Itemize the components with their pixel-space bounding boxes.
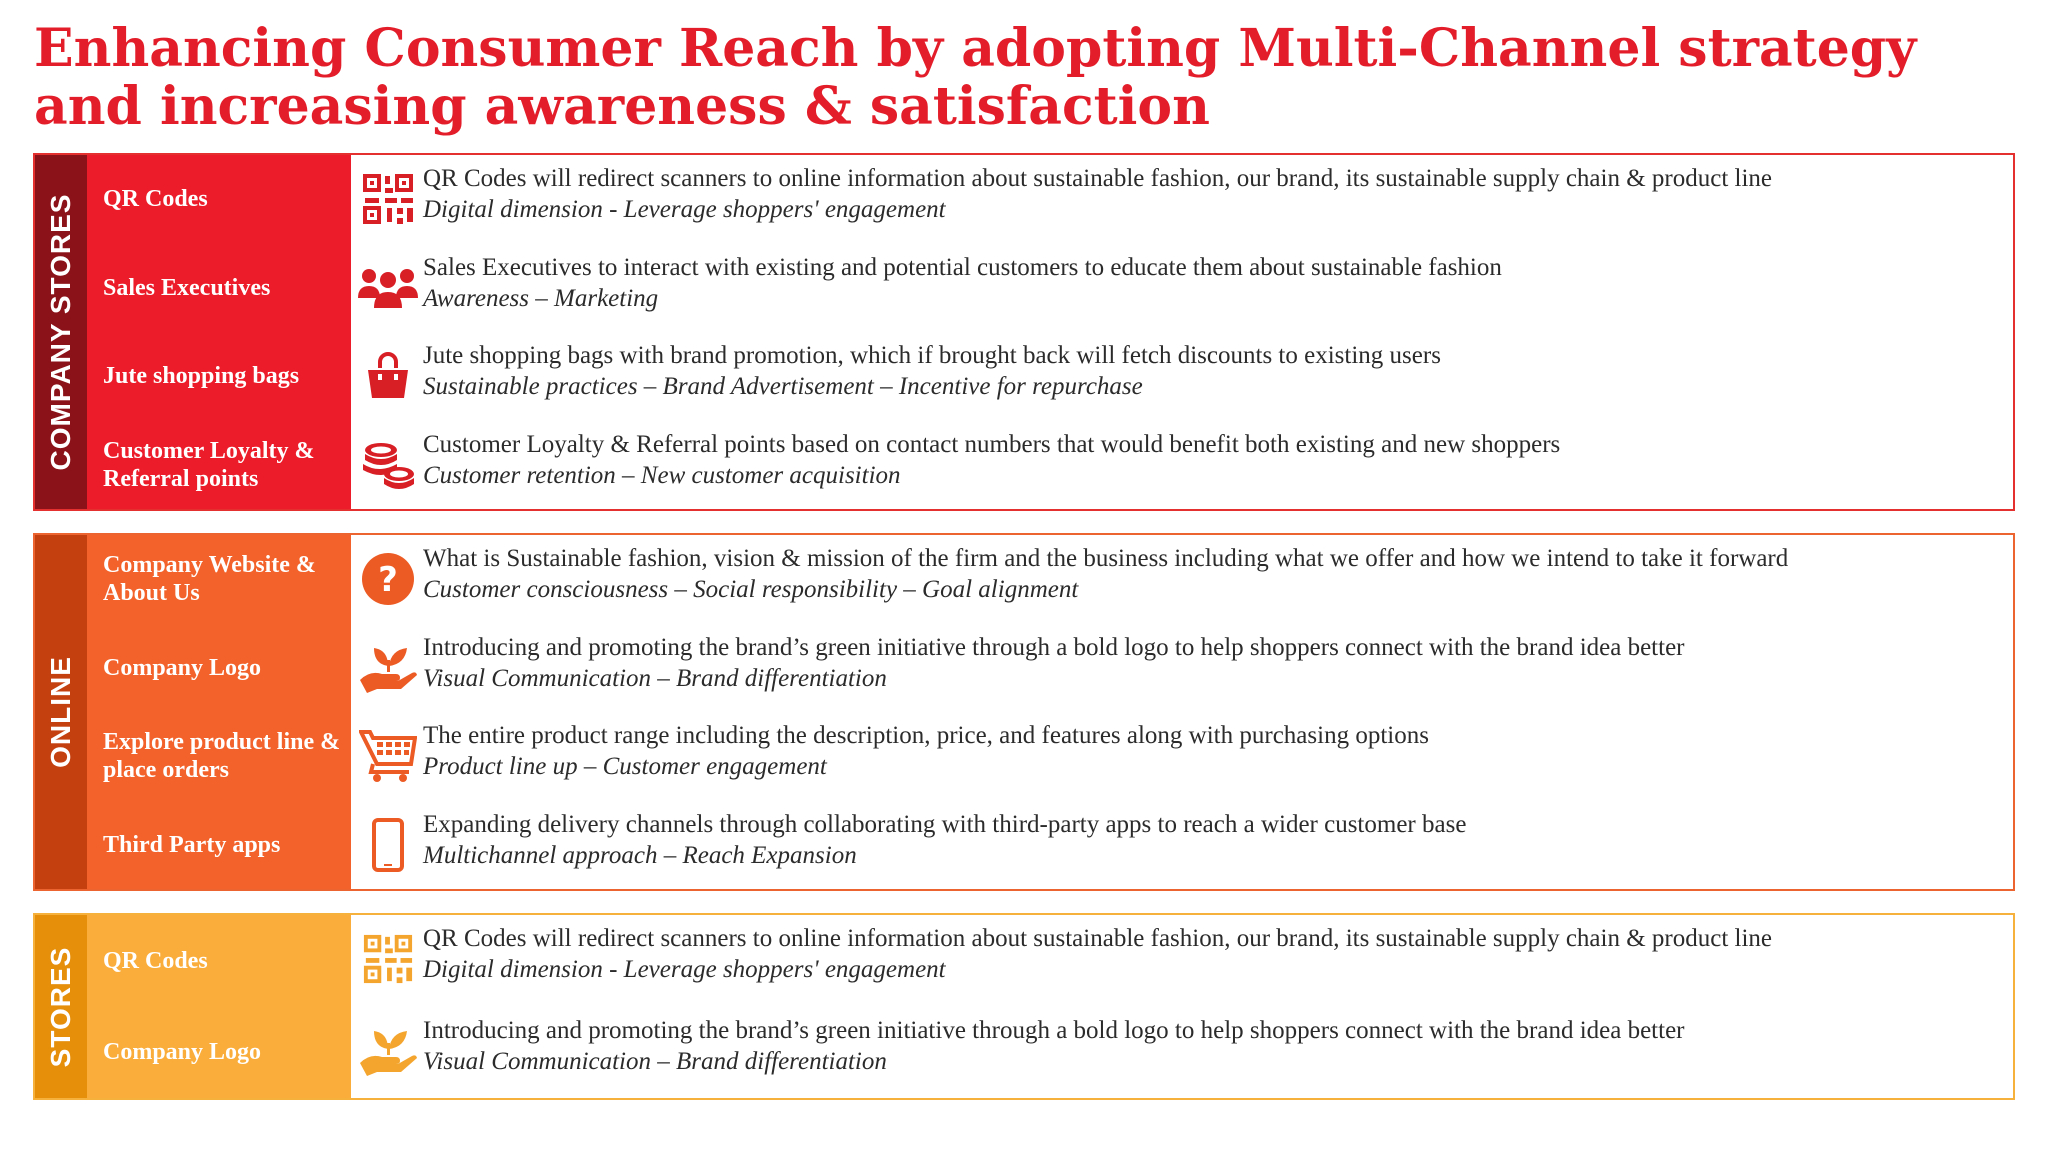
- row-label: Company Website & About Us: [103, 552, 316, 607]
- row-tags: Digital dimension - Leverage shoppers' engagement: [423, 956, 946, 983]
- row-tags: Customer retention – New customer acquisition: [423, 461, 901, 489]
- row-description: Customer Loyalty & Referral points based on contact numbers that would benefit both existing and new shoppers: [423, 430, 1561, 458]
- list-item: [351, 801, 2013, 890]
- section-side-band: [35, 535, 87, 889]
- row-description: Jute shopping bags with brand promotion, which if brought back will fetch discounts to existing users: [423, 342, 1441, 369]
- section-labels: [87, 535, 351, 889]
- qr-code-icon: [357, 927, 419, 991]
- list-item: [351, 535, 2013, 624]
- shopping-bag-icon: [357, 344, 419, 408]
- list-item: [351, 421, 2013, 510]
- row-description: QR Codes will redirect scanners to online information about sustainable fashion, our brand, its sustainable supply chain & product line: [423, 165, 1773, 192]
- section-title: STORES: [45, 946, 76, 1067]
- section-side-band: [35, 155, 87, 509]
- section-stores: [33, 913, 2015, 1100]
- svg-text:?: ?: [378, 560, 398, 600]
- section-online: [33, 533, 2015, 891]
- list-item: [351, 624, 2013, 713]
- section-rows: [351, 915, 2013, 1098]
- people-group-icon: [357, 256, 419, 320]
- row-tags: Customer consciousness – Social responsibility – Goal alignment: [423, 576, 1079, 603]
- question-icon: [357, 547, 419, 611]
- row-label: Third Party apps: [103, 831, 281, 858]
- row-label: QR Codes: [103, 186, 208, 213]
- shopping-cart-icon: [357, 724, 419, 788]
- row-tags: Sustainable practices – Brand Advertisement – Incentive for repurchase: [423, 373, 1143, 400]
- page-title: Enhancing Consumer Reach by adopting Multi-Channel strategy and increasing awareness & satisfaction: [34, 18, 1917, 137]
- row-tags: Multichannel approach – Reach Expansion: [423, 841, 857, 869]
- row-description: What is Sustainable fashion, vision & mission of the firm and the business including what we offer and how we intend to take it forward: [423, 545, 1789, 572]
- row-description: Sales Executives to interact with existing and potential customers to educate them about sustainable fashion: [423, 253, 1502, 281]
- row-description: Introducing and promoting the brand’s green initiative through a bold logo to help shoppers connect with the brand idea better: [423, 633, 1685, 661]
- row-tags: Awareness – Marketing: [423, 284, 659, 312]
- list-item: [351, 712, 2013, 801]
- section-title: ONLINE: [45, 656, 76, 768]
- row-label: Customer Loyalty & Referral points: [103, 437, 315, 492]
- row-label: Jute shopping bags: [103, 363, 300, 390]
- hand-plant-icon: [357, 636, 419, 700]
- section-side-band: [35, 915, 87, 1098]
- row-label: Explore product line & place orders: [103, 729, 341, 784]
- row-tags: Visual Communication – Brand differentiation: [423, 664, 887, 692]
- row-tags: Digital dimension - Leverage shoppers' engagement: [423, 196, 946, 223]
- row-tags: Visual Communication – Brand differentiation: [423, 1047, 887, 1075]
- section-rows: [351, 535, 2013, 889]
- row-label: Company Logo: [103, 654, 262, 681]
- coins-icon: [357, 433, 419, 497]
- hand-plant-icon: [357, 1019, 419, 1083]
- list-item: [351, 915, 2013, 1007]
- row-description: Expanding delivery channels through collaborating with third-party apps to reach a wider customer base: [423, 810, 1467, 838]
- list-item: [351, 332, 2013, 421]
- list-item: [351, 1007, 2013, 1099]
- row-label: Company Logo: [103, 1039, 262, 1066]
- list-item: [351, 155, 2013, 244]
- section-rows: [351, 155, 2013, 509]
- section-labels: [87, 915, 351, 1098]
- qr-code-icon: [357, 167, 419, 231]
- row-description: The entire product range including the description, price, and features along with purchasing options: [423, 722, 1429, 749]
- section-labels: [87, 155, 351, 509]
- row-tags: Product line up – Customer engagement: [423, 753, 827, 780]
- row-description: Introducing and promoting the brand’s green initiative through a bold logo to help shoppers connect with the brand idea better: [423, 1016, 1685, 1044]
- section-title: COMPANY STORES: [45, 193, 76, 471]
- row-label: Sales Executives: [103, 274, 271, 301]
- row-label: QR Codes: [103, 947, 208, 974]
- row-description: QR Codes will redirect scanners to online information about sustainable fashion, our brand, its sustainable supply chain & product line: [423, 925, 1773, 952]
- list-item: [351, 244, 2013, 333]
- section-company-stores: [33, 153, 2015, 511]
- smartphone-icon: [357, 813, 419, 877]
